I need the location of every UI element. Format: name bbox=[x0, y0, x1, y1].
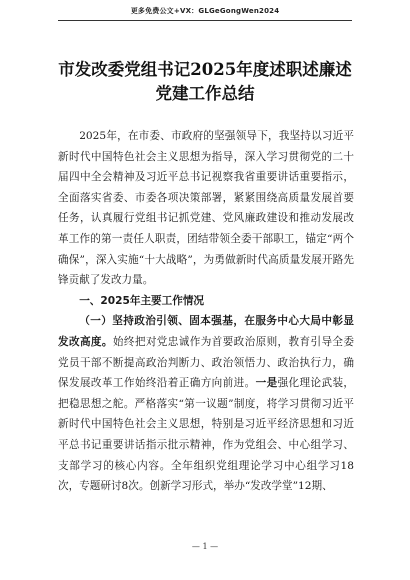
section-heading-1: 一、2025年主要工作情况 bbox=[79, 294, 205, 307]
title-line-1: 市发改委党组书记2025年度述职述廉述 bbox=[58, 60, 352, 79]
document-title bbox=[40, 58, 370, 106]
header-divider bbox=[58, 20, 352, 21]
intro-paragraph: 2025年，在市委、市政府的坚强领导下，我坚持以习近平新时代中国特色社会主义思想为指导，深入学习贯彻党的二十届四中全会精神及习近平总书记视察我省重要讲话重要指示，全面落实省委、市委各项决策部署，紧紧围绕高质量发展首要任务，认真履行党组书记抓党建、党风廉政建设和推动发展改革工作的第一责任人职责，团结带领全委干部职工，锚定“两个确保”，深入实施“十大战略”，为勇做新时代高质量发展开路先锋贡献了发改力量。 bbox=[58, 130, 354, 287]
header-note: 更多免费公文+VX：GLGeGongWen2024 bbox=[130, 7, 280, 15]
subsection-heading-1: （一）坚持政治引领、固本强基，在服务中心大局中彰显发改高度。 bbox=[58, 315, 354, 348]
title-line-2: 党建工作总结 bbox=[155, 84, 255, 103]
subsection-1-text-b: 强化理论武装，把稳思想之舵。严格落实“第一议题”制度，将学习贯彻习近平新时代中国特色社会主义思想，特别是习近平经济思想和习近平总书记重要讲话指示批示精神，作为党组会、中心组学习、支部学习的核心内容。全年组织党组理论学习中心组学习18次，专题研讨8次。创新学习形式，举办“发改学堂”12期、 bbox=[58, 377, 355, 493]
subsection-1-bold-lead: 一是 bbox=[255, 377, 278, 390]
document-body bbox=[58, 126, 354, 497]
subsection-1-paragraph bbox=[58, 311, 354, 496]
subsection-1-text-a: 始终把对党忠诚作为首要政治原则，教育引导全委党员干部不断提高政治判断力、政治领悟力、政治执行力，确保发展改革工作始终沿着正确方向前进。 bbox=[58, 335, 355, 390]
page-number: — 1 — bbox=[191, 542, 219, 551]
